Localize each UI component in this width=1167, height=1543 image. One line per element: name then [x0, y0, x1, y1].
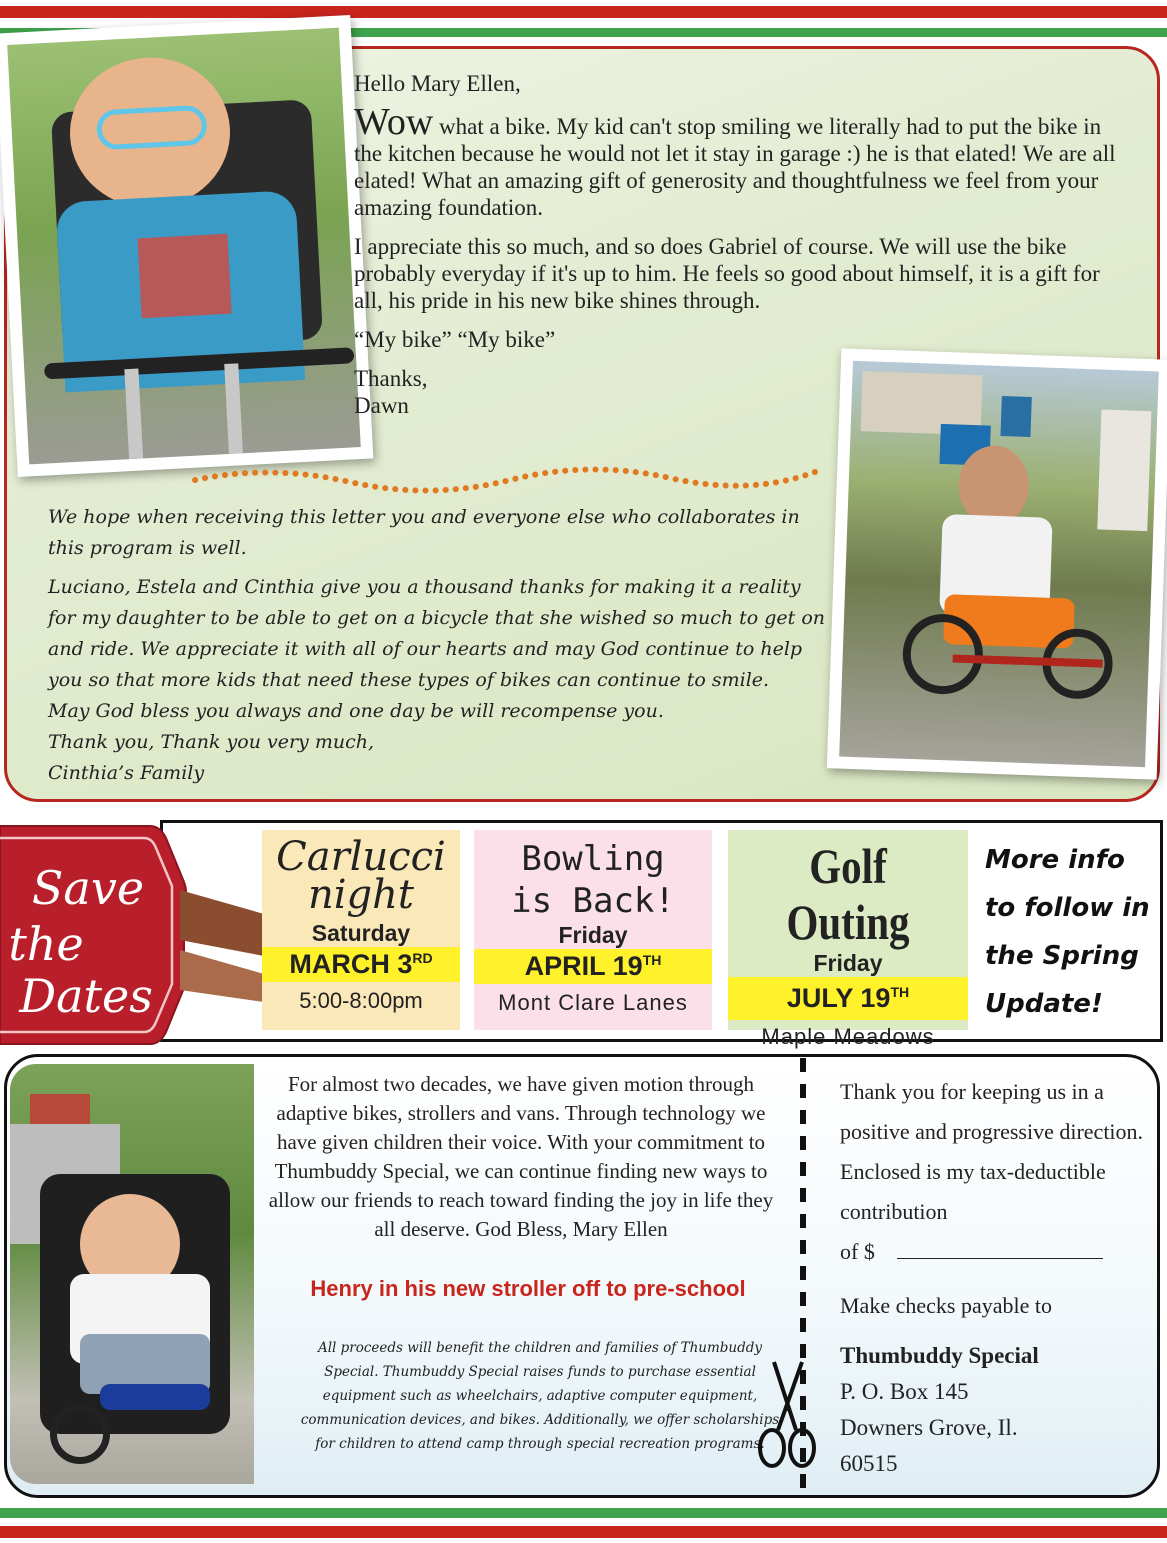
- event-2-day: Friday: [558, 922, 628, 948]
- badge-save-text: Save: [31, 861, 145, 915]
- scissors-icon: [756, 1360, 818, 1470]
- event-2-date-text: APRIL 19: [524, 951, 643, 981]
- donation-amount-line: [840, 1232, 1150, 1272]
- event-1-title-line2: night: [308, 872, 414, 918]
- event-2-date-suffix: TH: [642, 952, 662, 968]
- letter2-thanks: Thank you, Thank you very much,: [48, 731, 374, 753]
- letter-para-1-text: what a bike. My kid can't stop smiling we literally had to put the bike in the kitchen because he would not let it stay in garage :) he is that elated! We are all elated! What an amazing gift of generosity and thoughtfulness we feel from your amazing foundation.: [354, 114, 1116, 220]
- event-2-title-line2: is Back!: [511, 881, 675, 921]
- more-info-line3: the Spring: [985, 941, 1139, 971]
- address-line-3: 60515: [840, 1451, 898, 1476]
- more-info-note: [985, 836, 1155, 1028]
- address-line-2: Downers Grove, Il.: [840, 1415, 1018, 1440]
- event-2-date: [474, 949, 712, 984]
- mailing-address: [840, 1338, 1160, 1482]
- event-1-date-text: MARCH 3: [289, 949, 413, 979]
- event-1-date-suffix: RD: [412, 950, 433, 966]
- event-1-day: Saturday: [311, 920, 411, 946]
- address-line-1: P. O. Box 145: [840, 1379, 969, 1404]
- photo-henry-stroller: [10, 1064, 254, 1484]
- letter2-blessing: May God bless you always and one day be will recompense you.: [48, 700, 664, 722]
- letter-para-1: [354, 101, 1134, 221]
- event-3-day: Friday: [813, 950, 883, 976]
- more-info-line1: More info: [985, 845, 1125, 875]
- event-2-title-line1: Bowling: [521, 839, 665, 879]
- photo-caption-henry: Henry in his new stroller off to pre-school: [310, 1276, 746, 1301]
- org-name: Thumbuddy Special: [840, 1343, 1039, 1368]
- letter-para-2: I appreciate this so much, and so does Gabriel of course. We will use the bike probably everyday if it's up to him. He feels so good about himself, it is a gift for all, his pride in his new bike shines through.: [354, 234, 1100, 313]
- letter2-para-1: We hope when receiving this letter you and everyone else who collaborates in this program is well.: [48, 506, 800, 559]
- event-3-venue: Maple Meadows: [761, 1024, 935, 1049]
- save-the-dates-badge: [0, 812, 190, 1058]
- more-info-line4: Update!: [985, 989, 1103, 1019]
- donation-amount-label: of $: [840, 1239, 875, 1264]
- event-1-title-line1: Carlucci: [276, 834, 446, 880]
- event-golf-outing: [728, 830, 968, 1049]
- event-3-date-text: JULY 19: [786, 983, 891, 1013]
- bottom-red-stripe: [0, 1526, 1167, 1538]
- checks-payable-label: Make checks payable to: [840, 1293, 1052, 1318]
- letter-quote: “My bike” “My bike”: [354, 327, 556, 352]
- photo-gabriel-bike: [0, 15, 373, 477]
- event-carlucci-night: [262, 830, 460, 1030]
- donation-form: [840, 1072, 1150, 1326]
- photo-cinthia-trike: [827, 348, 1167, 779]
- letter-greeting: Hello Mary Ellen,: [354, 71, 521, 96]
- letter-cinthia-family: [48, 502, 828, 797]
- badge-dates-text: Dates: [19, 969, 153, 1023]
- wow-word: Wow: [354, 101, 434, 143]
- event-3-date: [728, 977, 968, 1020]
- top-red-stripe: [0, 6, 1167, 18]
- donation-amount-field[interactable]: [897, 1239, 1103, 1259]
- event-bowling: [474, 830, 712, 1030]
- event-1-date: [262, 947, 460, 982]
- event-3-date-suffix: TH: [890, 984, 910, 1000]
- dotted-wave-divider: [190, 462, 820, 496]
- badge-the-text: the: [8, 917, 84, 971]
- event-1-time: 5:00-8:00pm: [299, 988, 423, 1013]
- more-info-line2: to follow in: [985, 893, 1150, 923]
- letter-signature: Dawn: [354, 393, 409, 418]
- proceeds-fine-print: All proceeds will benefit the children and families of Thumbuddy Special. Thumbuddy Special raises funds to purchase essential equipment such as wheelchairs, adaptive computer equipment, communication devices, and bikes. Additionally, we offer scholarships for children to attend camp through special recreation programs.: [300, 1340, 780, 1452]
- bottom-green-stripe: [0, 1508, 1167, 1518]
- letter-closing: Thanks,: [354, 366, 428, 391]
- letter2-para-2: Luciano, Estela and Cinthia give you a thousand thanks for making it a reality for my daughter to be able to get on a bicycle that she wished so much to get on and ride. We appreciate it with all of our hearts and may God continue to help you so that more kids that need these types of bikes can continue to smile.: [48, 576, 826, 691]
- mission-statement: For almost two decades, we have given motion through adaptive bikes, strollers and vans. Through technology we have given children their voice. With your commitment to Thumbuddy Special, we can continue finding new ways to allow our friends to reach toward finding the joy in life they all deserve. God Bless, Mary Ellen: [268, 1072, 774, 1241]
- donation-thanks-text: Thank you for keeping us in a positive and progressive direction. Enclosed is my tax-deductible contribution: [840, 1079, 1144, 1224]
- letter2-signature: Cinthia’s Family: [48, 762, 205, 784]
- event-3-title: Golf Outing: [786, 838, 910, 950]
- event-2-venue: Mont Clare Lanes: [498, 990, 688, 1015]
